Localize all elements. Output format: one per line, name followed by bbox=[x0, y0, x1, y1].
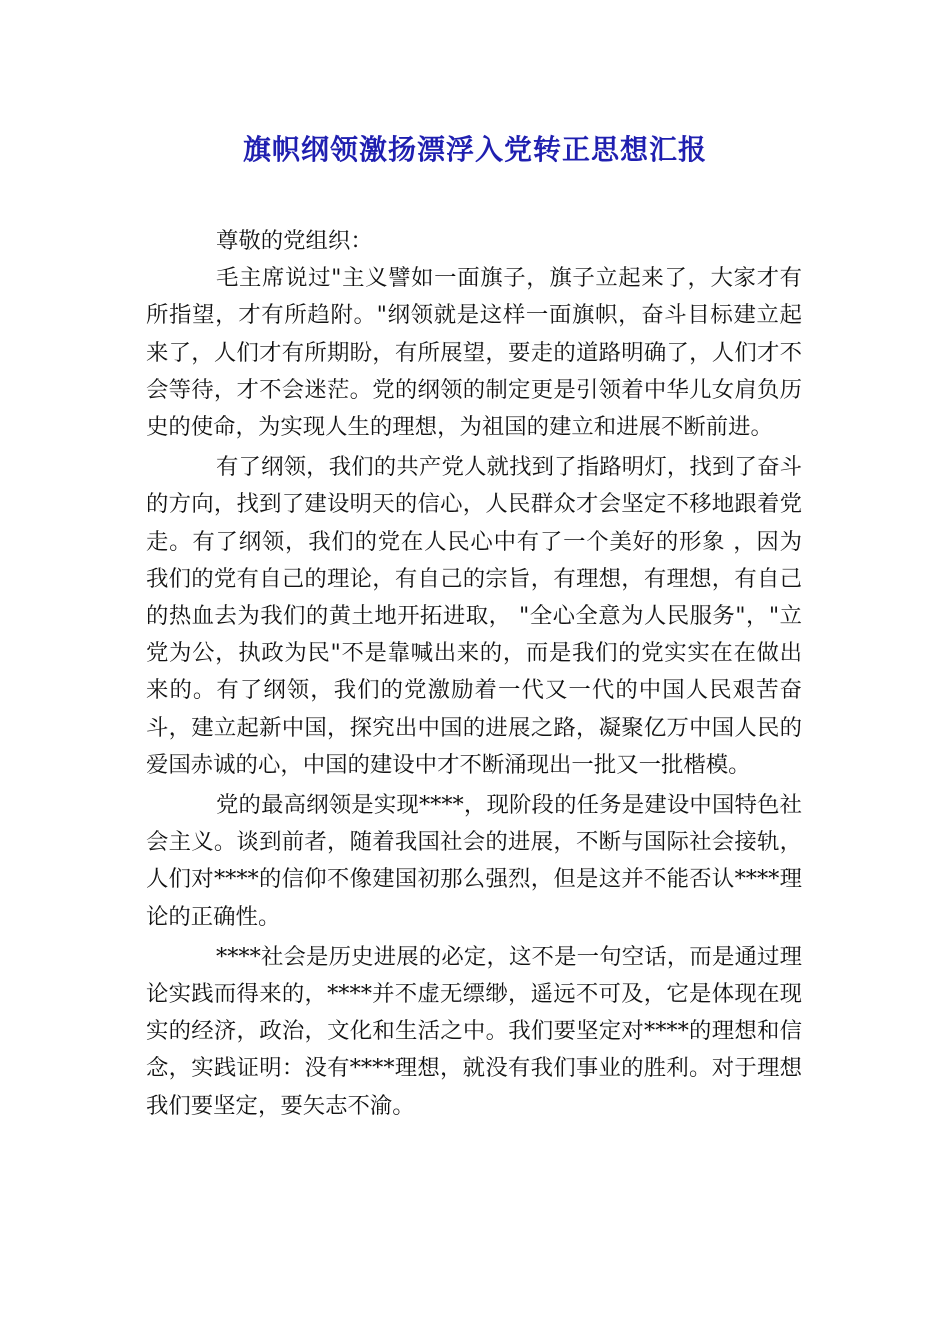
paragraph-4: ****社会是历史进展的必定，这不是一句空话，而是通过理论实践而得来的，****并不虚无缥缈，遥远不可及，它是体现在现实的经济，政治，文化和生活之中。我们要坚定对****的理想和信念，实践证明：没有****理想，就没有我们事业的胜利。对于理想我们要坚定，要矢志不渝。 bbox=[146, 943, 802, 1119]
paragraph-3: 党的最高纲领是实现****，现阶段的任务是建设中国特色社会主义。谈到前者，随着我国社会的进展，不断与国际社会接轨，人们对****的信仰不像建国初那么强烈，但是这并不能否认****理论的正确性。 bbox=[146, 792, 802, 930]
paragraph-1: 毛主席说过"主义譬如一面旗子，旗子立起来了，大家才有所指望，才有所趋附。"纲领就是这样一面旗帜，奋斗目标建立起来了，人们才有所期盼，有所展望，要走的道路明确了，人们才不会等待，才不会迷茫。党的纲领的制定更是引领着中华儿女肩负历史的使命，为实现人生的理想，为祖国的建立和进展不断前进。 bbox=[146, 265, 802, 441]
document-body bbox=[146, 223, 802, 1128]
paragraph-2: 有了纲领，我们的共产党人就找到了指路明灯，找到了奋斗的方向，找到了建设明天的信心，人民群众才会坚定不移地跟着党走。有了纲领，我们的党在人民心中有了一个美好的形象 ，因为我们的党有自己的理论，有自己的宗旨，有理想，有理想，有自己的热血去为我们的黄土地开拓进取， "全心全意为人民服务"，"立党为公，执政为民"不是靠喊出来的，而是我们的党实实在在做出来的。有了纲领，我们的党激励着一代又一代的中国人民艰苦奋斗，建立起新中国，探究出中国的进展之路，凝聚亿万中国人民的爱国赤诚的心，中国的建设中才不断涌现出一批又一批楷模。 bbox=[146, 454, 802, 778]
salutation: 尊敬的党组织： bbox=[216, 228, 373, 254]
document-title: 旗帜纲领激扬漂浮入党转正思想汇报 bbox=[242, 133, 707, 166]
